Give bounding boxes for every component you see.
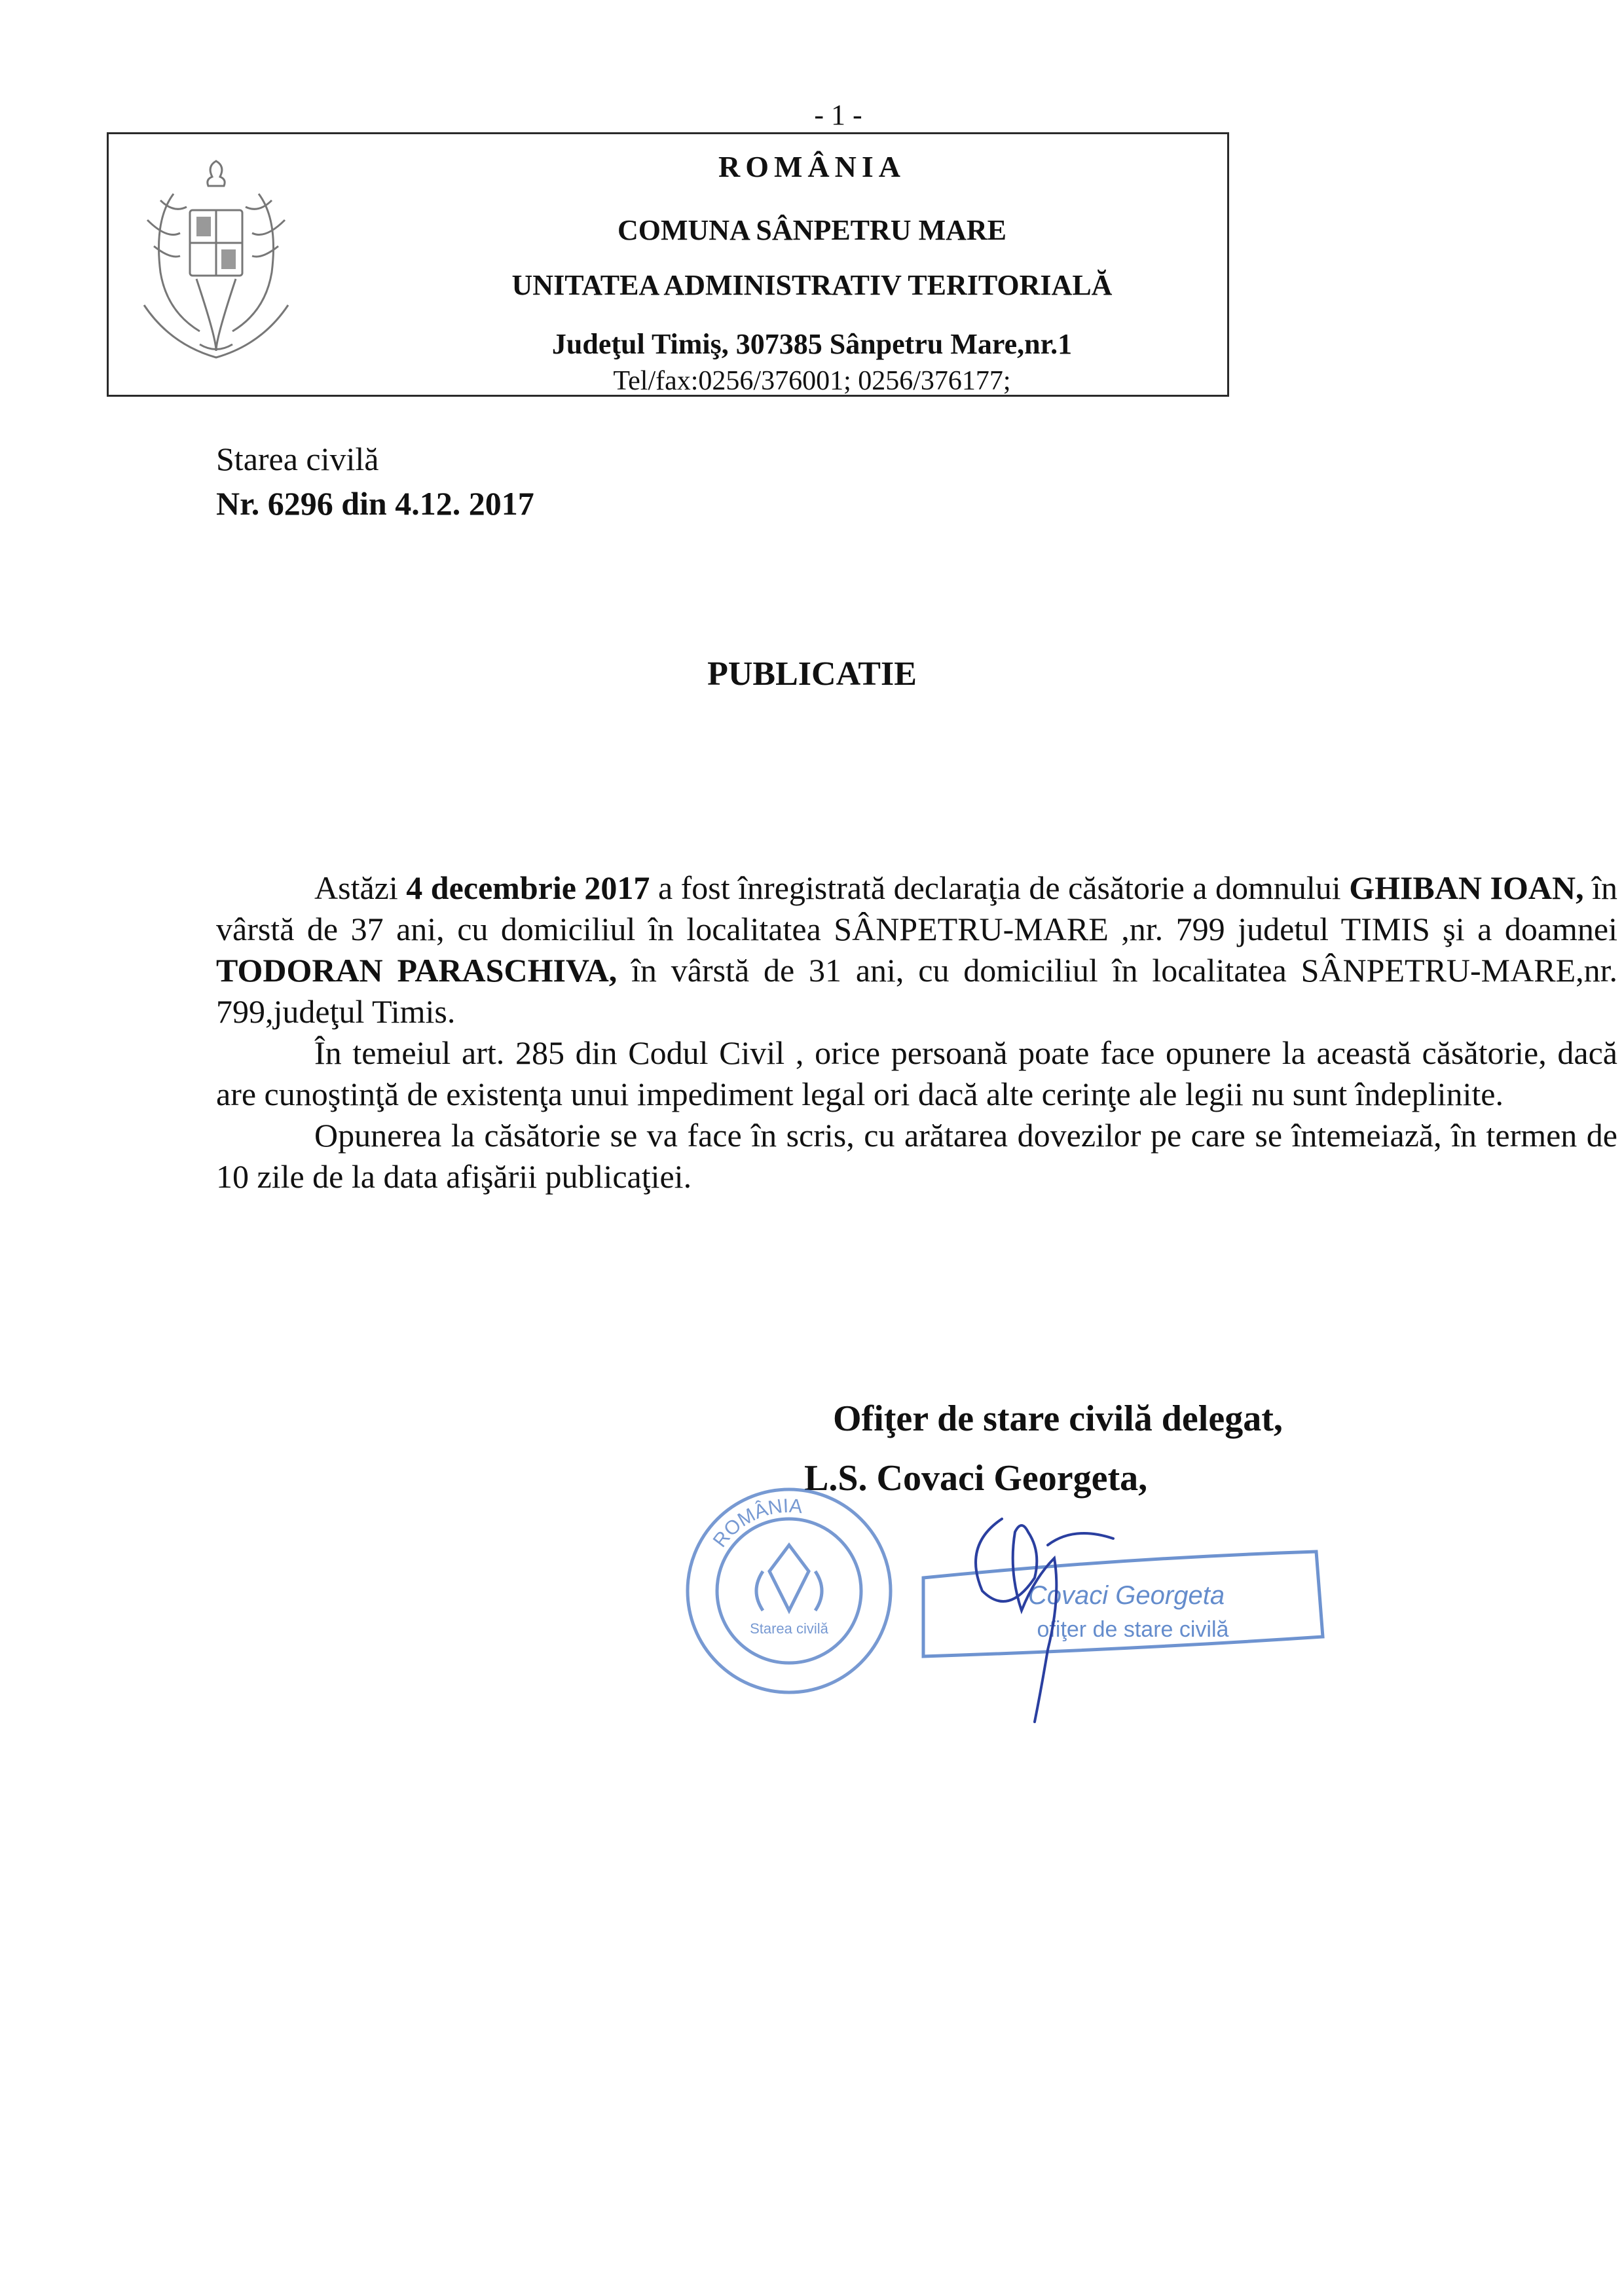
text-run: a fost înregistrată declaraţia de căsătorie a domnului bbox=[650, 869, 1350, 906]
stamp-name-text: Covaci Georgeta bbox=[1027, 1581, 1225, 1610]
registry-number: Nr. 6296 din 4.12. 2017 bbox=[216, 485, 534, 522]
registry-label: Starea civilă bbox=[216, 441, 379, 477]
seal-inner-text: Starea civilă bbox=[750, 1620, 828, 1637]
round-seal-icon bbox=[678, 1480, 900, 1702]
document-title: PUBLICATIE bbox=[707, 655, 917, 693]
text-run: în vârstă de 31 ani, cu domiciliul în localitatea SÂNPETRU-MARE,nr. 799,judeţul Timis. bbox=[216, 952, 1617, 1030]
paragraph-legal-basis: În temeiul art. 285 din Codul Civil , orice persoană poate face opunere la această căsătorie, dacă are cunoştinţă de existenţa unui impediment legal ori dacă alte cerinţe ale legii nu sunt îndeplinite. bbox=[216, 1034, 1617, 1112]
declaration-date: 4 decembrie 2017 bbox=[406, 869, 650, 906]
stamp-role-text: ofiţer de stare civilă bbox=[1037, 1617, 1229, 1642]
header-commune: COMUNA SÂNPETRU MARE bbox=[618, 214, 1006, 246]
header-country: ROMÂNIA bbox=[718, 150, 906, 183]
bride-name: TODORAN PARASCHIVA, bbox=[216, 952, 618, 989]
signature-title: Ofiţer de stare civilă delegat, bbox=[833, 1398, 1283, 1439]
signature-name: L.S. Covaci Georgeta, bbox=[804, 1458, 1148, 1499]
header-address: Judeţul Timiş, 307385 Sânpetru Mare,nr.1 bbox=[551, 328, 1073, 360]
text-run: Astăzi bbox=[314, 869, 407, 906]
header-unit: UNITATEA ADMINISTRATIV TERITORIALĂ bbox=[511, 269, 1113, 301]
page-number: - 1 - bbox=[814, 99, 862, 131]
header-telfax: Tel/fax:0256/376001; 0256/376177; bbox=[613, 366, 1011, 396]
paragraph-declaration bbox=[216, 867, 1617, 1032]
handwritten-signature-icon bbox=[950, 1493, 1159, 1741]
coat-of-arms-icon bbox=[134, 148, 298, 364]
groom-name: GHIBAN IOAN, bbox=[1349, 869, 1584, 906]
document-body bbox=[216, 867, 1617, 1197]
seal-text: ROMÂNIA bbox=[709, 1495, 803, 1552]
paragraph-opposition: Opunerea la căsătorie se va face în scris, cu arătarea dovezilor pe care se întemeiază, în termen de 10 zile de la data afişării publicaţiei. bbox=[216, 1117, 1617, 1195]
text-run: în vârstă de 37 ani, cu domiciliul în localitatea SÂNPETRU-MARE ,nr. 799 judetul TIMIS şi a doamnei bbox=[216, 869, 1618, 947]
